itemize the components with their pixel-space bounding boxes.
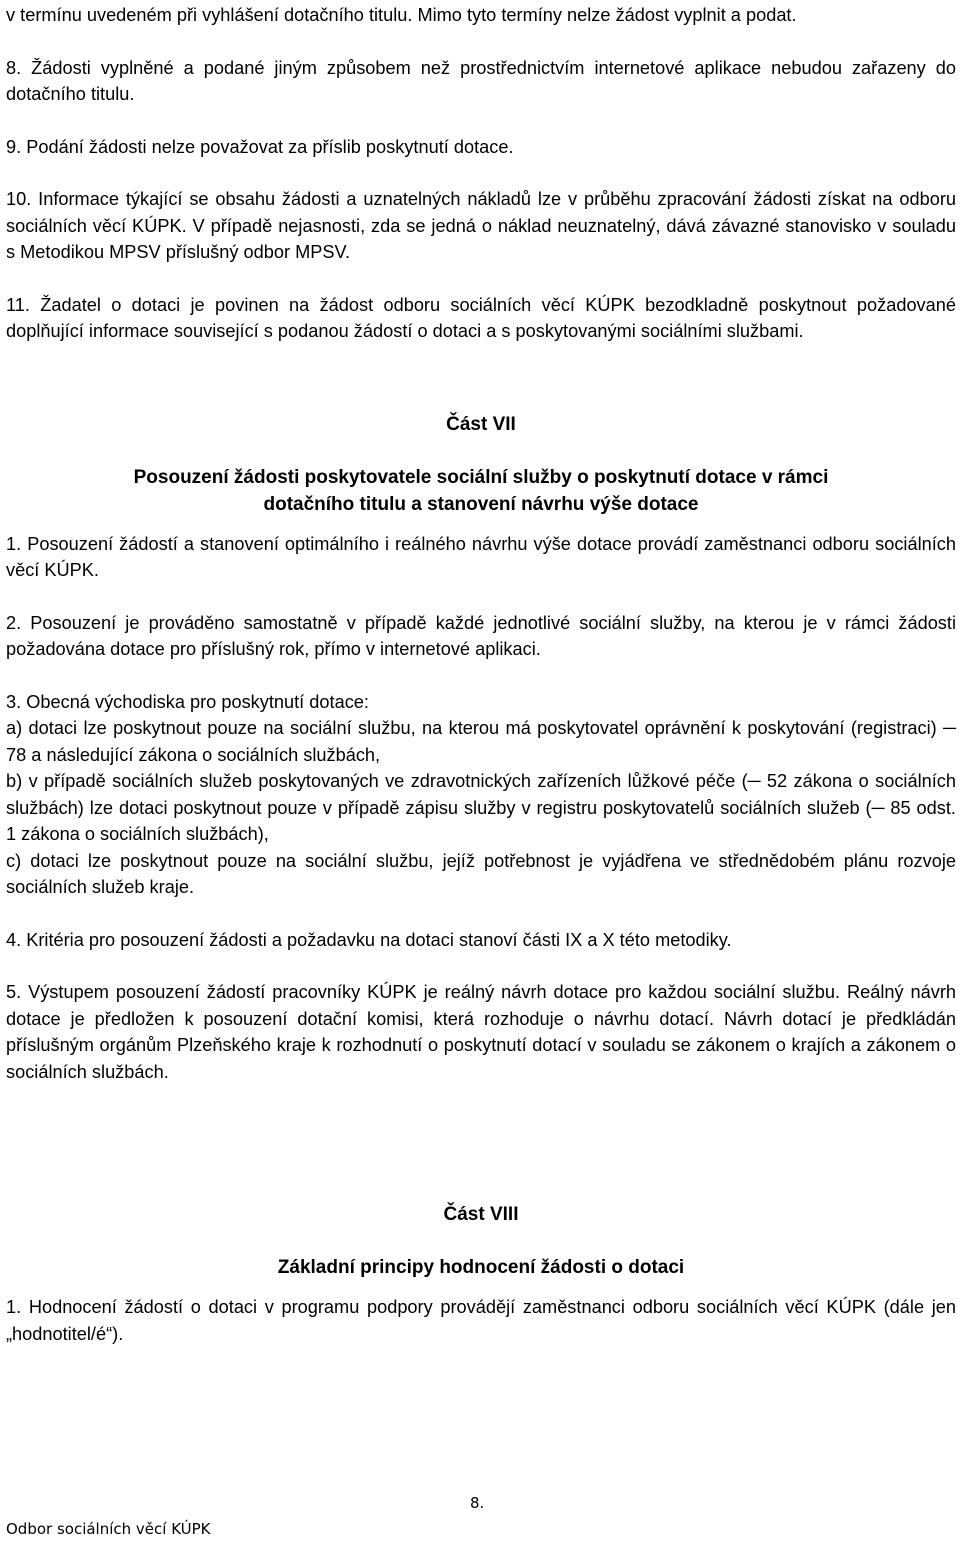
paragraph-8: 8. Žádosti vyplněné a podané jiným způsobem než prostřednictvím internetové aplikace nebudou zařazeny do dotačního titulu.: [6, 57, 956, 104]
paragraph-9: 9. Podání žádosti nelze považovat za příslib poskytnutí dotace.: [6, 136, 514, 157]
part-7-paragraph-2: 2. Posouzení je prováděno samostatně v případě každé jednotlivé sociální služby, na kterou je v rámci žádosti požadována dotace pro příslušný rok, přímo v internetové aplikaci.: [6, 612, 956, 659]
part-7-paragraph-4: 4. Kritéria pro posouzení žádosti a požadavku na dotaci stanoví části IX a X této metodiky.: [6, 929, 732, 950]
part-8-title: Část VIII: [443, 1204, 519, 1225]
part-7-subtitle-line-1: Posouzení žádosti poskytovatele sociální služby o poskytnutí dotace v rámci: [133, 466, 829, 488]
part-7-paragraph-3-a: a) dotaci lze poskytnout pouze na sociální službu, na kterou má poskytovatel oprávnění k poskytování (registraci) ─ 78 a následující zákona o sociálních službách,: [6, 718, 956, 765]
part-8-paragraph-1: 1. Hodnocení žádostí o dotaci v programu podpory provádějí zaměstnanci odboru sociálních věcí KÚPK (dále jen „hodnotitel/é“).: [6, 1297, 956, 1344]
paragraph-10: 10. Informace týkající se obsahu žádosti a uznatelných nákladů lze v průběhu zpracování žádosti získat na odboru sociálních věcí KÚPK. V případě nejasnosti, zda se jedná o náklad neuznatelný, dává závazné stanovisko v souladu s Metodikou MPSV příslušný odbor MPSV.: [6, 189, 956, 262]
part-7-paragraph-3-b: b) v případě sociálních služeb poskytovaných ve zdravotnických zařízeních lůžkové péče (─ 52 zákona o sociálních službách) lze dotaci poskytnout pouze v případě zápisu služby v registru poskytovatelů sociálních služeb (─ 85 odst. 1 zákona o sociálních službách),: [6, 771, 956, 844]
part-7-paragraph-1: 1. Posouzení žádostí a stanovení optimálního i reálného návrhu výše dotace provádí zaměstnanci odboru sociálních věcí KÚPK.: [6, 533, 956, 580]
part-7-subtitle-line-2: dotačního titulu a stanovení návrhu výše dotace: [263, 493, 699, 515]
footer-department: Odbor sociálních věcí KÚPK: [6, 1520, 211, 1538]
part-7-title: Část VII: [446, 413, 516, 435]
document-page: [6, 2, 956, 1347]
paragraph-11: 11. Žadatel o dotaci je povinen na žádost odboru sociálních věcí KÚPK bezodkladně poskytnout požadované doplňující informace související s podanou žádostí o dotaci a s poskytovanými sociálními službami.: [6, 294, 956, 341]
part-7-paragraph-3-c: c) dotaci lze poskytnout pouze na sociální službu, jejíž potřebnost je vyjádřena ve střednědobém plánu rozvoje sociálních služeb kraje.: [6, 850, 956, 897]
paragraph-7-tail: v termínu uvedeném při vyhlášení dotačního titulu. Mimo tyto termíny nelze žádost vyplnit a podat.: [6, 5, 797, 25]
part-8-subtitle: Základní principy hodnocení žádosti o dotaci: [277, 1257, 685, 1278]
page-number: 8.: [470, 1494, 485, 1512]
part-7-paragraph-3-heading: 3. Obecná východiska pro poskytnutí dotace:: [6, 691, 369, 712]
part-7-paragraph-5: 5. Výstupem posouzení žádostí pracovníky KÚPK je reálný návrh dotace pro každou sociální službu. Reálný návrh dotace je předložen k posouzení dotační komisi, která rozhoduje o návrhu dotací. Návrh dotací je předkládán příslušným orgánům Plzeňského kraje k rozhodnutí o poskytnutí dotací v souladu se zákonem o krajích a zákonem o sociálních službách.: [6, 982, 956, 1082]
